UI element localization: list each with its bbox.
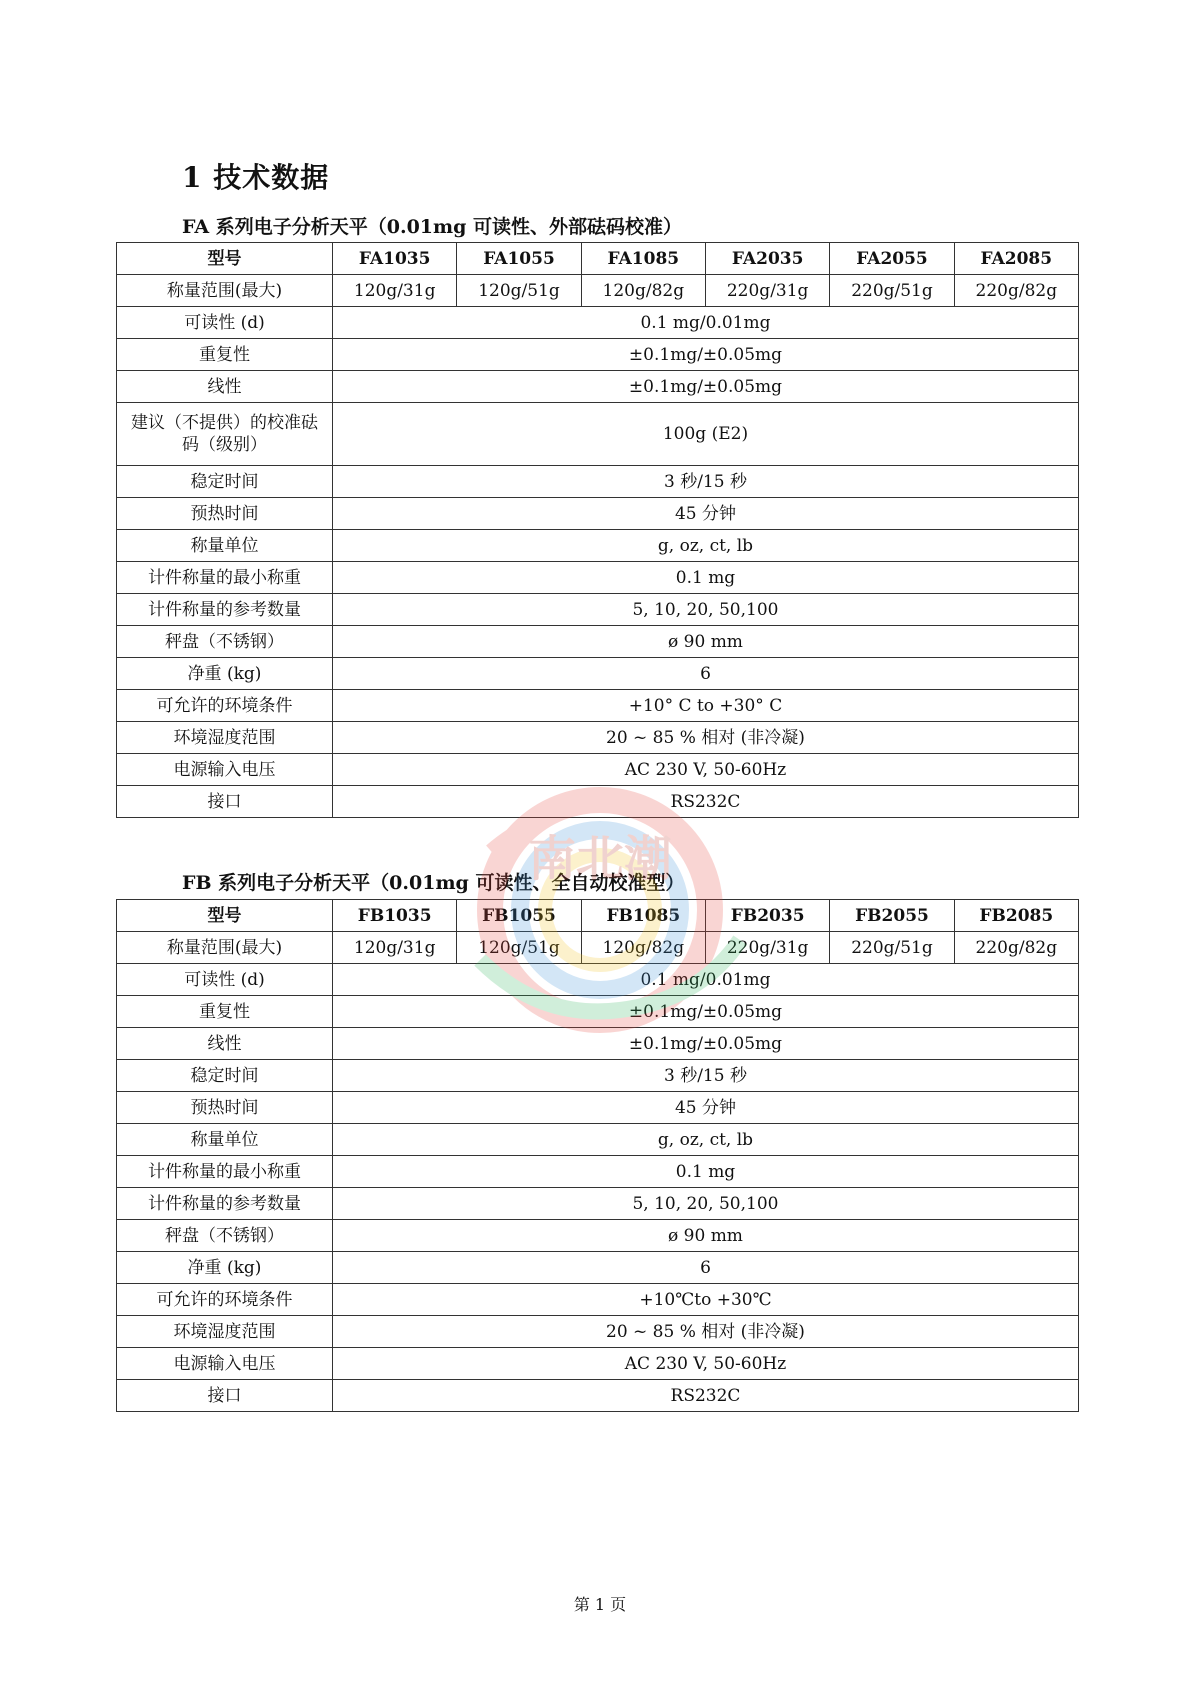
- row-label: 计件称量的参考数量: [117, 1188, 333, 1220]
- fb-spec-table: [116, 899, 1079, 1412]
- row-value: g, oz, ct, lb: [333, 1124, 1079, 1156]
- row-value: ±0.1mg/±0.05mg: [333, 371, 1079, 403]
- row-label: 稳定时间: [117, 1060, 333, 1092]
- row-value: 5, 10, 20, 50,100: [333, 1188, 1079, 1220]
- model-cell: FA2085: [954, 243, 1078, 275]
- row-value: RS232C: [333, 1380, 1079, 1412]
- row-label: 重复性: [117, 339, 333, 371]
- table-row: [117, 275, 1079, 307]
- row-label: 计件称量的最小称重: [117, 562, 333, 594]
- row-value: 5, 10, 20, 50,100: [333, 594, 1079, 626]
- model-cell: FB2035: [705, 900, 829, 932]
- row-value: 0.1 mg: [333, 1156, 1079, 1188]
- row-value: RS232C: [333, 786, 1079, 818]
- table-row: [117, 562, 1079, 594]
- range-cell: 120g/31g: [333, 275, 457, 307]
- range-cell: 220g/51g: [830, 275, 954, 307]
- row-value: 20 ~ 85 % 相对 (非冷凝): [333, 1316, 1079, 1348]
- row-value: 0.1 mg/0.01mg: [333, 964, 1079, 996]
- table-row: [117, 498, 1079, 530]
- row-label: 可读性 (d): [117, 964, 333, 996]
- table-row: [117, 371, 1079, 403]
- fb-section-title: FB 系列电子分析天平（0.01mg 可读性、全自动校准型）: [182, 872, 685, 894]
- row-value: +10℃to +30℃: [333, 1284, 1079, 1316]
- range-cell: 120g/51g: [457, 932, 581, 964]
- range-cell: 220g/82g: [954, 932, 1078, 964]
- row-label: 电源输入电压: [117, 754, 333, 786]
- model-header-label: 型号: [117, 900, 333, 932]
- row-label: 称量范围(最大): [117, 275, 333, 307]
- row-value: 0.1 mg: [333, 562, 1079, 594]
- row-label: 线性: [117, 1028, 333, 1060]
- model-cell: FB1035: [333, 900, 457, 932]
- model-cell: FA1055: [457, 243, 581, 275]
- row-label: 净重 (kg): [117, 658, 333, 690]
- range-cell: 120g/82g: [581, 932, 705, 964]
- watermark-text: 南北潮: [527, 831, 673, 887]
- table-row: [117, 307, 1079, 339]
- table-row: [117, 1380, 1079, 1412]
- row-value: 45 分钟: [333, 1092, 1079, 1124]
- table-row: [117, 1252, 1079, 1284]
- table-row: [117, 722, 1079, 754]
- table-row: [117, 996, 1079, 1028]
- row-label: 称量单位: [117, 530, 333, 562]
- row-value: 6: [333, 1252, 1079, 1284]
- model-cell: FA2035: [705, 243, 829, 275]
- row-label: 可允许的环境条件: [117, 1284, 333, 1316]
- table-row: [117, 1028, 1079, 1060]
- row-value: 20 ~ 85 % 相对 (非冷凝): [333, 722, 1079, 754]
- model-cell: FA1035: [333, 243, 457, 275]
- row-label: 预热时间: [117, 1092, 333, 1124]
- table-row: [117, 1060, 1079, 1092]
- table-row: [117, 754, 1079, 786]
- row-label: 计件称量的最小称重: [117, 1156, 333, 1188]
- row-label: 预热时间: [117, 498, 333, 530]
- table-row: [117, 466, 1079, 498]
- row-value: ±0.1mg/±0.05mg: [333, 996, 1079, 1028]
- row-label: 计件称量的参考数量: [117, 594, 333, 626]
- range-cell: 220g/82g: [954, 275, 1078, 307]
- row-label: 重复性: [117, 996, 333, 1028]
- page-number: 第 1 页: [573, 1595, 627, 1614]
- row-label: 称量单位: [117, 1124, 333, 1156]
- model-cell: FB2085: [954, 900, 1078, 932]
- row-value: ±0.1mg/±0.05mg: [333, 1028, 1079, 1060]
- table-header-row: [117, 900, 1079, 932]
- range-cell: 220g/31g: [705, 275, 829, 307]
- table-row: [117, 403, 1079, 466]
- table-row: [117, 932, 1079, 964]
- table-row: [117, 1092, 1079, 1124]
- row-label: 接口: [117, 1380, 333, 1412]
- table-row: [117, 1188, 1079, 1220]
- table-row: [117, 1156, 1079, 1188]
- fa-spec-table: [116, 242, 1079, 818]
- table-row: [117, 594, 1079, 626]
- row-value: AC 230 V, 50-60Hz: [333, 1348, 1079, 1380]
- range-cell: 120g/51g: [457, 275, 581, 307]
- row-label: 称量范围(最大): [117, 932, 333, 964]
- row-value: 0.1 mg/0.01mg: [333, 307, 1079, 339]
- row-value: ø 90 mm: [333, 1220, 1079, 1252]
- table-row: [117, 339, 1079, 371]
- range-cell: 220g/31g: [705, 932, 829, 964]
- page-title: 1 技术数据: [182, 161, 330, 194]
- model-cell: FA1085: [581, 243, 705, 275]
- row-label: 环境湿度范围: [117, 1316, 333, 1348]
- table-row: [117, 1284, 1079, 1316]
- table-row: [117, 626, 1079, 658]
- row-value: 100g (E2): [333, 403, 1079, 466]
- model-header-label: 型号: [117, 243, 333, 275]
- row-value: 45 分钟: [333, 498, 1079, 530]
- row-value: +10° C to +30° C: [333, 690, 1079, 722]
- model-cell: FB2055: [830, 900, 954, 932]
- model-cell: FA2055: [830, 243, 954, 275]
- row-label: 可允许的环境条件: [117, 690, 333, 722]
- row-label: 秤盘（不锈钢）: [117, 626, 333, 658]
- row-value: AC 230 V, 50-60Hz: [333, 754, 1079, 786]
- row-label: 环境湿度范围: [117, 722, 333, 754]
- table-row: [117, 1316, 1079, 1348]
- fa-section-title: FA 系列电子分析天平（0.01mg 可读性、外部砝码校准）: [182, 216, 683, 238]
- range-cell: 120g/31g: [333, 932, 457, 964]
- row-value: 3 秒/15 秒: [333, 1060, 1079, 1092]
- row-label: 可读性 (d): [117, 307, 333, 339]
- table-row: [117, 530, 1079, 562]
- row-value: ø 90 mm: [333, 626, 1079, 658]
- row-label: 净重 (kg): [117, 1252, 333, 1284]
- model-cell: FB1055: [457, 900, 581, 932]
- row-value: g, oz, ct, lb: [333, 530, 1079, 562]
- table-row: [117, 1124, 1079, 1156]
- range-cell: 120g/82g: [581, 275, 705, 307]
- table-row: [117, 658, 1079, 690]
- table-row: [117, 690, 1079, 722]
- model-cell: FB1085: [581, 900, 705, 932]
- row-label: 秤盘（不锈钢）: [117, 1220, 333, 1252]
- row-value: ±0.1mg/±0.05mg: [333, 339, 1079, 371]
- table-row: [117, 786, 1079, 818]
- table-row: [117, 1348, 1079, 1380]
- row-value: 3 秒/15 秒: [333, 466, 1079, 498]
- table-row: [117, 1220, 1079, 1252]
- row-label: 建议（不提供）的校准砝码（级别）: [117, 403, 333, 466]
- row-label: 线性: [117, 371, 333, 403]
- row-value: 6: [333, 658, 1079, 690]
- range-cell: 220g/51g: [830, 932, 954, 964]
- table-header-row: [117, 243, 1079, 275]
- row-label: 稳定时间: [117, 466, 333, 498]
- row-label: 接口: [117, 786, 333, 818]
- row-label: 电源输入电压: [117, 1348, 333, 1380]
- table-row: [117, 964, 1079, 996]
